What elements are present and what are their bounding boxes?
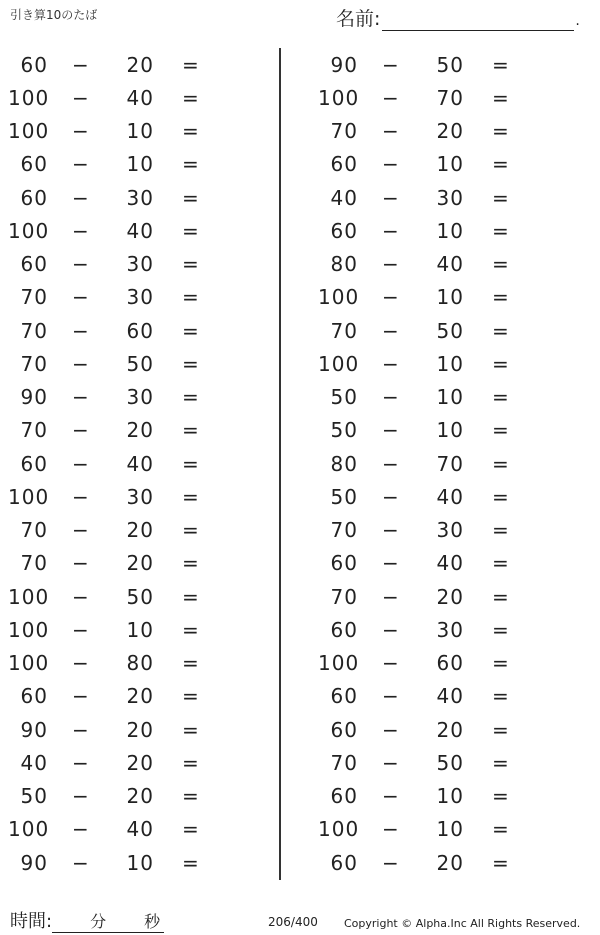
minus-sign: − (72, 584, 90, 609)
equals-sign: = (182, 252, 200, 277)
subtrahend: 30 (126, 252, 154, 277)
minus-sign: − (382, 119, 400, 144)
subtrahend: 30 (436, 617, 464, 642)
subtrahend: 10 (436, 218, 464, 243)
problem-row (0, 613, 280, 646)
problem-row (0, 381, 280, 414)
equals-sign: = (182, 817, 200, 842)
minus-sign: − (72, 551, 90, 576)
minus-sign: − (382, 185, 400, 210)
minus-sign: − (72, 684, 90, 709)
name-dot: . (575, 13, 580, 29)
problem-row (310, 281, 590, 314)
minus-sign: − (72, 218, 90, 243)
minuend: 50 (20, 784, 48, 809)
page-number: 206/400 (268, 915, 318, 929)
subtrahend: 10 (126, 617, 154, 642)
subtrahend: 20 (436, 584, 464, 609)
minus-sign: − (382, 617, 400, 642)
minus-sign: − (72, 185, 90, 210)
subtrahend: 20 (126, 52, 154, 77)
problem-row (310, 214, 590, 247)
subtrahend: 10 (436, 784, 464, 809)
subtrahend: 40 (126, 817, 154, 842)
equals-sign: = (182, 551, 200, 576)
problem-row (0, 248, 280, 281)
subtrahend: 40 (126, 451, 154, 476)
minuend: 70 (330, 119, 358, 144)
subtrahend: 70 (436, 451, 464, 476)
problem-row (0, 647, 280, 680)
minus-sign: − (382, 750, 400, 775)
equals-sign: = (182, 351, 200, 376)
equals-sign: = (492, 318, 510, 343)
equals-sign: = (492, 451, 510, 476)
name-field (336, 4, 580, 31)
minuend: 60 (20, 152, 48, 177)
minuend: 60 (330, 717, 358, 742)
problem-row (0, 414, 280, 447)
problem-row (0, 214, 280, 247)
equals-sign: = (182, 52, 200, 77)
minuend: 90 (330, 52, 358, 77)
minuend: 100 (318, 351, 360, 376)
minus-sign: − (382, 252, 400, 277)
problem-row (310, 613, 590, 646)
problem-row (0, 547, 280, 580)
minuend: 60 (20, 252, 48, 277)
minus-sign: − (72, 318, 90, 343)
minus-sign: − (382, 351, 400, 376)
minus-sign: − (72, 85, 90, 110)
equals-sign: = (182, 784, 200, 809)
minus-sign: − (72, 418, 90, 443)
minuend: 60 (330, 617, 358, 642)
minus-sign: − (382, 85, 400, 110)
minus-sign: − (382, 784, 400, 809)
problem-row (0, 148, 280, 181)
problem-row (0, 115, 280, 148)
subtrahend: 20 (126, 717, 154, 742)
subtrahend: 40 (436, 252, 464, 277)
subtrahend: 50 (436, 318, 464, 343)
minus-sign: − (382, 684, 400, 709)
minus-sign: − (72, 817, 90, 842)
subtrahend: 50 (126, 584, 154, 609)
minuend: 100 (8, 651, 50, 676)
problem-row (310, 115, 590, 148)
minuend: 100 (8, 85, 50, 110)
minus-sign: − (382, 285, 400, 310)
minuend: 60 (330, 850, 358, 875)
minuend: 60 (20, 451, 48, 476)
problem-row (310, 381, 590, 414)
minuend: 70 (20, 318, 48, 343)
problem-row (0, 314, 280, 347)
minuend: 100 (318, 817, 360, 842)
equals-sign: = (182, 152, 200, 177)
problem-row (310, 314, 590, 347)
equals-sign: = (492, 185, 510, 210)
subtrahend: 20 (126, 518, 154, 543)
problem-row (310, 447, 590, 480)
equals-sign: = (492, 551, 510, 576)
subtrahend: 60 (436, 651, 464, 676)
minutes-label: 分 (90, 912, 107, 931)
problem-row (310, 181, 590, 214)
problem-column-left (0, 48, 280, 879)
minuend: 70 (330, 318, 358, 343)
minuend: 100 (8, 617, 50, 642)
equals-sign: = (182, 285, 200, 310)
equals-sign: = (492, 119, 510, 144)
subtrahend: 20 (126, 750, 154, 775)
minus-sign: − (382, 152, 400, 177)
equals-sign: = (182, 385, 200, 410)
seconds-label: 秒 (144, 912, 161, 931)
problem-row (0, 713, 280, 746)
minuend: 60 (330, 784, 358, 809)
equals-sign: = (492, 85, 510, 110)
minus-sign: − (382, 318, 400, 343)
equals-sign: = (492, 218, 510, 243)
equals-sign: = (492, 52, 510, 77)
problem-row (0, 181, 280, 214)
subtrahend: 30 (436, 185, 464, 210)
problem-row (0, 48, 280, 81)
subtrahend: 10 (436, 351, 464, 376)
minus-sign: − (72, 152, 90, 177)
subtrahend: 70 (436, 85, 464, 110)
equals-sign: = (492, 351, 510, 376)
minuend: 80 (330, 252, 358, 277)
minuend: 100 (8, 484, 50, 509)
subtrahend: 10 (126, 119, 154, 144)
minus-sign: − (382, 717, 400, 742)
name-label: 名前: (336, 8, 381, 30)
minuend: 60 (330, 218, 358, 243)
minuend: 60 (330, 152, 358, 177)
minuend: 70 (20, 418, 48, 443)
problem-row (310, 347, 590, 380)
minus-sign: − (382, 451, 400, 476)
problem-row (310, 580, 590, 613)
minuend: 80 (330, 451, 358, 476)
equals-sign: = (182, 850, 200, 875)
minus-sign: − (382, 385, 400, 410)
minus-sign: − (72, 285, 90, 310)
minus-sign: − (382, 418, 400, 443)
equals-sign: = (492, 152, 510, 177)
equals-sign: = (182, 185, 200, 210)
minus-sign: − (72, 451, 90, 476)
equals-sign: = (182, 684, 200, 709)
equals-sign: = (492, 385, 510, 410)
problem-row (0, 347, 280, 380)
minuend: 60 (20, 684, 48, 709)
worksheet-title: 引き算10のたば (10, 8, 98, 22)
equals-sign: = (492, 518, 510, 543)
subtrahend: 30 (436, 518, 464, 543)
equals-sign: = (492, 617, 510, 642)
minus-sign: − (72, 252, 90, 277)
minus-sign: − (72, 850, 90, 875)
equals-sign: = (182, 418, 200, 443)
subtrahend: 20 (126, 418, 154, 443)
subtrahend: 40 (436, 551, 464, 576)
problem-row (0, 81, 280, 114)
name-blank[interactable] (382, 10, 574, 31)
subtrahend: 30 (126, 484, 154, 509)
problem-row (310, 746, 590, 779)
subtrahend: 20 (126, 684, 154, 709)
problem-row (310, 813, 590, 846)
equals-sign: = (492, 418, 510, 443)
problem-row (310, 846, 590, 879)
minuend: 60 (330, 684, 358, 709)
minuend: 70 (330, 584, 358, 609)
equals-sign: = (492, 850, 510, 875)
problem-row (0, 780, 280, 813)
equals-sign: = (492, 252, 510, 277)
subtrahend: 20 (436, 717, 464, 742)
minuend: 100 (8, 218, 50, 243)
subtrahend: 30 (126, 185, 154, 210)
equals-sign: = (182, 518, 200, 543)
equals-sign: = (492, 784, 510, 809)
minus-sign: − (72, 52, 90, 77)
problem-row (0, 746, 280, 779)
minuend: 100 (8, 584, 50, 609)
problem-row (310, 547, 590, 580)
equals-sign: = (182, 617, 200, 642)
equals-sign: = (492, 717, 510, 742)
subtrahend: 60 (126, 318, 154, 343)
minuend: 60 (330, 551, 358, 576)
subtrahend: 80 (126, 651, 154, 676)
subtrahend: 40 (126, 85, 154, 110)
equals-sign: = (492, 285, 510, 310)
minuend: 70 (20, 351, 48, 376)
equals-sign: = (182, 484, 200, 509)
problem-row (0, 813, 280, 846)
subtrahend: 20 (436, 119, 464, 144)
subtrahend: 50 (126, 351, 154, 376)
problem-row (0, 447, 280, 480)
equals-sign: = (182, 717, 200, 742)
minus-sign: − (382, 52, 400, 77)
minuend: 100 (8, 817, 50, 842)
minuend: 50 (330, 484, 358, 509)
minus-sign: − (72, 784, 90, 809)
subtrahend: 40 (436, 484, 464, 509)
minuend: 40 (330, 185, 358, 210)
minuend: 70 (20, 518, 48, 543)
minus-sign: − (382, 584, 400, 609)
minuend: 100 (318, 85, 360, 110)
subtrahend: 10 (126, 152, 154, 177)
problem-row (0, 281, 280, 314)
minuend: 60 (20, 52, 48, 77)
problem-row (310, 148, 590, 181)
equals-sign: = (182, 318, 200, 343)
problem-row (310, 81, 590, 114)
subtrahend: 30 (126, 385, 154, 410)
minus-sign: − (382, 850, 400, 875)
minuend: 40 (20, 750, 48, 775)
equals-sign: = (182, 651, 200, 676)
minus-sign: − (382, 518, 400, 543)
minuend: 60 (20, 185, 48, 210)
problem-row (0, 580, 280, 613)
subtrahend: 10 (436, 385, 464, 410)
minus-sign: − (72, 518, 90, 543)
minus-sign: − (382, 651, 400, 676)
minuend: 70 (20, 285, 48, 310)
problem-row (310, 680, 590, 713)
minus-sign: − (72, 617, 90, 642)
minus-sign: − (382, 817, 400, 842)
minuend: 70 (330, 518, 358, 543)
subtrahend: 20 (126, 784, 154, 809)
subtrahend: 10 (436, 285, 464, 310)
minuend: 100 (318, 285, 360, 310)
equals-sign: = (182, 119, 200, 144)
problem-row (0, 680, 280, 713)
problem-row (310, 248, 590, 281)
problem-row (0, 846, 280, 879)
subtrahend: 10 (436, 418, 464, 443)
minus-sign: − (72, 351, 90, 376)
minuend: 70 (330, 750, 358, 775)
problem-row (0, 514, 280, 547)
column-divider (279, 48, 281, 880)
minus-sign: − (72, 651, 90, 676)
minus-sign: − (72, 385, 90, 410)
equals-sign: = (492, 750, 510, 775)
subtrahend: 50 (436, 52, 464, 77)
problem-row (310, 780, 590, 813)
problem-row (310, 480, 590, 513)
copyright: Copyright © Alpha.Inc All Rights Reserved. (344, 917, 581, 930)
minuend: 90 (20, 850, 48, 875)
footer (0, 905, 600, 935)
problem-row (310, 514, 590, 547)
subtrahend: 40 (436, 684, 464, 709)
problem-column-right (310, 48, 590, 879)
subtrahend: 10 (436, 152, 464, 177)
minus-sign: − (382, 551, 400, 576)
equals-sign: = (492, 651, 510, 676)
minus-sign: − (72, 484, 90, 509)
equals-sign: = (182, 750, 200, 775)
minus-sign: − (72, 750, 90, 775)
subtrahend: 50 (436, 750, 464, 775)
problem-row (0, 480, 280, 513)
problem-row (310, 414, 590, 447)
equals-sign: = (492, 684, 510, 709)
time-field (10, 907, 164, 933)
minuend: 100 (8, 119, 50, 144)
minuend: 90 (20, 717, 48, 742)
time-blank[interactable] (52, 912, 164, 933)
subtrahend: 20 (436, 850, 464, 875)
equals-sign: = (182, 85, 200, 110)
equals-sign: = (182, 451, 200, 476)
subtrahend: 40 (126, 218, 154, 243)
minuend: 50 (330, 418, 358, 443)
minuend: 100 (318, 651, 360, 676)
minus-sign: − (382, 484, 400, 509)
subtrahend: 10 (126, 850, 154, 875)
equals-sign: = (492, 817, 510, 842)
subtrahend: 10 (436, 817, 464, 842)
problem-row (310, 713, 590, 746)
minus-sign: − (382, 218, 400, 243)
problem-row (310, 48, 590, 81)
problem-row (310, 647, 590, 680)
minus-sign: − (72, 119, 90, 144)
minuend: 50 (330, 385, 358, 410)
equals-sign: = (182, 584, 200, 609)
minus-sign: − (72, 717, 90, 742)
subtrahend: 20 (126, 551, 154, 576)
equals-sign: = (492, 484, 510, 509)
minuend: 70 (20, 551, 48, 576)
time-label: 時間: (10, 911, 53, 932)
equals-sign: = (492, 584, 510, 609)
minuend: 90 (20, 385, 48, 410)
equals-sign: = (182, 218, 200, 243)
subtrahend: 30 (126, 285, 154, 310)
